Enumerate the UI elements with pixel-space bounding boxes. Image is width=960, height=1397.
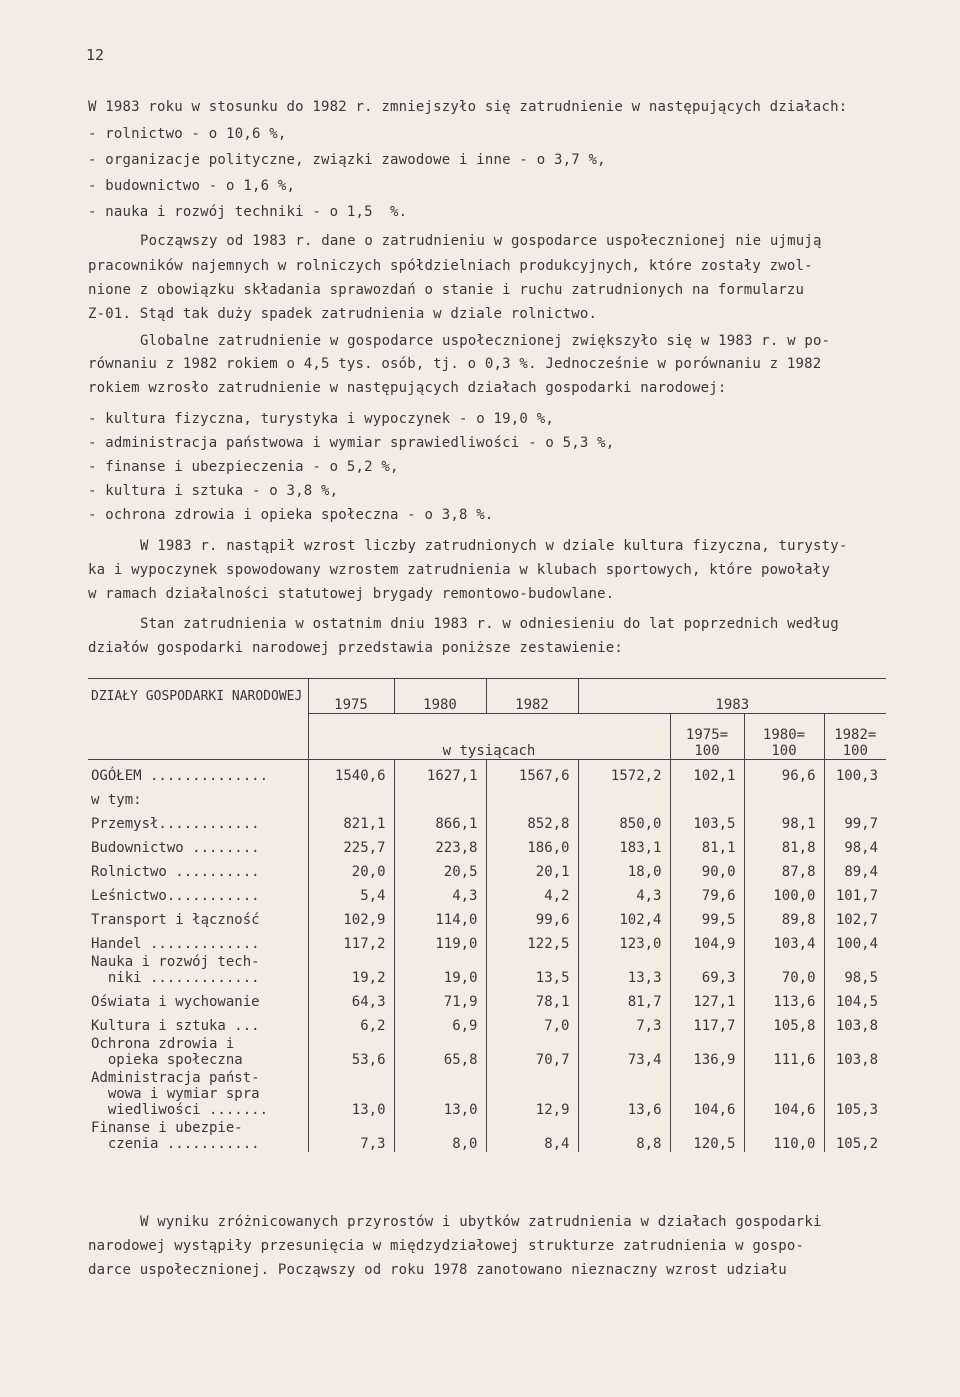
cell-value: 103,4 (744, 928, 824, 952)
cell-value: 113,6 (744, 986, 824, 1010)
para4-line-2: w ramach działalności statutowej brygady remontowo-budowlane. (88, 586, 615, 602)
cell-value: 105,3 (824, 1068, 886, 1118)
table-row (88, 986, 886, 1010)
cell-value: 65,8 (394, 1034, 486, 1068)
cell-value: 8,0 (394, 1118, 486, 1152)
para5-line-1: działów gospodarki narodowej przedstawia poniższe zestawienie: (88, 640, 623, 656)
cell-value: 120,5 (670, 1118, 744, 1152)
cell-value: 103,5 (670, 808, 744, 832)
row-label: Finanse i ubezpie- czenia ........... (91, 1120, 260, 1152)
table-stub-header: DZIAŁY GOSPODARKI NARODOWEJ (88, 679, 308, 760)
cell-value: 8,8 (578, 1118, 670, 1152)
para2-line-1: pracowników najemnych w rolniczych spółdzielniach produkcyjnych, które zostały zwol- (88, 258, 813, 274)
cell-value: 79,6 (670, 880, 744, 904)
cell-value: 96,6 (744, 760, 824, 785)
table-row (88, 1118, 886, 1152)
cell-value: 105,2 (824, 1118, 886, 1152)
cell-value: 98,1 (744, 808, 824, 832)
para4-line-0: W 1983 r. nastąpił wzrost liczby zatrudnionych w dziale kultura fizyczna, turysty- (140, 538, 848, 554)
cell-value: 852,8 (486, 808, 578, 832)
cell-value: 13,0 (308, 1068, 394, 1118)
cell-value: 186,0 (486, 832, 578, 856)
cell-value: 99,5 (670, 904, 744, 928)
cell-value: 13,0 (394, 1068, 486, 1118)
cell-value: 53,6 (308, 1034, 394, 1068)
cell-value: 78,1 (486, 986, 578, 1010)
para2-line-2: nione z obowiązku składania sprawozdań o stanie i ruchu zatrudnionych na formularzu (88, 282, 805, 298)
row-label: Handel ............. (91, 936, 260, 952)
cell-value: 104,9 (670, 928, 744, 952)
cell-value: 12,9 (486, 1068, 578, 1118)
cell-value: 104,6 (670, 1068, 744, 1118)
cell-value: 81,1 (670, 832, 744, 856)
cell-value (744, 784, 824, 808)
row-label: OGÓŁEM .............. (91, 768, 269, 784)
cell-value: 89,4 (824, 856, 886, 880)
cell-value: 6,9 (394, 1010, 486, 1034)
cell-value: 100,3 (824, 760, 886, 785)
cell-value: 81,7 (578, 986, 670, 1010)
intro-line-2: - organizacje polityczne, związki zawodowe i inne - o 3,7 %, (88, 152, 606, 168)
cell-value: 18,0 (578, 856, 670, 880)
cell-value: 19,0 (394, 952, 486, 986)
row-label: Administracja państ- wowa i wymiar spra wiedliwości ....... (91, 1070, 269, 1118)
para3-line-2: rokiem wzrosło zatrudnienie w następujących działach gospodarki narodowej: (88, 380, 727, 396)
cell-value: 20,0 (308, 856, 394, 880)
cell-value: 7,0 (486, 1010, 578, 1034)
row-label: Przemysł............ (91, 816, 260, 832)
table-row (88, 784, 886, 808)
year-header-1983: 1983 (578, 679, 886, 714)
cell-value: 71,9 (394, 986, 486, 1010)
cell-value: 87,8 (744, 856, 824, 880)
cell-value: 104,6 (744, 1068, 824, 1118)
row-label: Oświata i wychowanie (91, 994, 260, 1010)
intro-line-0: W 1983 roku w stosunku do 1982 r. zmniejszyło się zatrudnienie w następujących działach: (88, 99, 848, 115)
table-row (88, 760, 886, 785)
year-header-1975: 1975 (308, 679, 394, 714)
cell-value (670, 784, 744, 808)
cell-value: 7,3 (308, 1118, 394, 1152)
para3-line-0: Globalne zatrudnienie w gospodarce uspołecznionej zwiększyło się w 1983 r. w po- (140, 333, 831, 349)
row-label: Nauka i rozwój tech- niki ............. (91, 954, 260, 986)
row-label: w tym: (91, 792, 142, 808)
cell-value: 81,8 (744, 832, 824, 856)
table-row (88, 808, 886, 832)
employment-table (88, 678, 886, 1152)
cell-value: 73,4 (578, 1034, 670, 1068)
list2-line-1: - administracja państwowa i wymiar sprawiedliwości - o 5,3 %, (88, 435, 615, 451)
para5-line-0: Stan zatrudnienia w ostatnim dniu 1983 r. w odniesieniu do lat poprzednich według (140, 616, 839, 632)
row-label: Kultura i sztuka ... (91, 1018, 260, 1034)
cell-value: 99,6 (486, 904, 578, 928)
year-header-1982: 1982 (486, 679, 578, 714)
cell-value: 105,8 (744, 1010, 824, 1034)
para3-line-1: równaniu z 1982 rokiem o 4,5 tys. osób, tj. o 0,3 %. Jednocześnie w porównaniu z 1982 (88, 356, 822, 372)
table-row (88, 1010, 886, 1034)
cell-value: 136,9 (670, 1034, 744, 1068)
cell-value: 7,3 (578, 1010, 670, 1034)
cell-value: 102,7 (824, 904, 886, 928)
para2-line-3: Z-01. Stąd tak duży spadek zatrudnienia w dziale rolnictwo. (88, 306, 598, 322)
cell-value: 99,7 (824, 808, 886, 832)
cell-value (308, 784, 394, 808)
index-header-1982: 1982= 100 (824, 713, 886, 759)
table-row (88, 1034, 886, 1068)
para6-line-2: darce uspołecznionej. Począwszy od roku 1978 zanotowano nieznaczny wzrost udziału (88, 1262, 787, 1278)
cell-value: 102,4 (578, 904, 670, 928)
table-row (88, 952, 886, 986)
intro-line-1: - rolnictwo - o 10,6 %, (88, 126, 287, 142)
cell-value: 223,8 (394, 832, 486, 856)
list2-line-3: - kultura i sztuka - o 3,8 %, (88, 483, 339, 499)
unit-header: w tysiącach (308, 713, 670, 759)
list2-line-0: - kultura fizyczna, turystyka i wypoczynek - o 19,0 %, (88, 411, 554, 427)
row-label: Ochrona zdrowia i opieka społeczna (91, 1036, 243, 1068)
cell-value: 13,5 (486, 952, 578, 986)
cell-value: 102,9 (308, 904, 394, 928)
cell-value: 90,0 (670, 856, 744, 880)
cell-value: 850,0 (578, 808, 670, 832)
cell-value: 4,2 (486, 880, 578, 904)
cell-value: 111,6 (744, 1034, 824, 1068)
cell-value: 70,0 (744, 952, 824, 986)
year-header-1980: 1980 (394, 679, 486, 714)
cell-value: 103,8 (824, 1010, 886, 1034)
row-label: Leśnictwo........... (91, 888, 260, 904)
cell-value: 103,8 (824, 1034, 886, 1068)
cell-value: 70,7 (486, 1034, 578, 1068)
cell-value: 101,7 (824, 880, 886, 904)
cell-value: 183,1 (578, 832, 670, 856)
table-body (88, 760, 886, 1153)
cell-value: 13,6 (578, 1068, 670, 1118)
row-label: Rolnictwo .......... (91, 864, 260, 880)
cell-value: 225,7 (308, 832, 394, 856)
row-label: Transport i łączność (91, 912, 260, 928)
cell-value: 866,1 (394, 808, 486, 832)
table-row (88, 880, 886, 904)
cell-value: 89,8 (744, 904, 824, 928)
list2-line-2: - finanse i ubezpieczenia - o 5,2 %, (88, 459, 399, 475)
cell-value: 69,3 (670, 952, 744, 986)
para2-line-0: Począwszy od 1983 r. dane o zatrudnieniu w gospodarce uspołecznionej nie ujmują (140, 233, 822, 249)
cell-value: 5,4 (308, 880, 394, 904)
cell-value: 8,4 (486, 1118, 578, 1152)
cell-value: 127,1 (670, 986, 744, 1010)
intro-line-4: - nauka i rozwój techniki - o 1,5 %. (88, 204, 408, 220)
cell-value (578, 784, 670, 808)
cell-value: 122,5 (486, 928, 578, 952)
cell-value: 100,4 (824, 928, 886, 952)
table-row (88, 904, 886, 928)
index-header-1980: 1980= 100 (744, 713, 824, 759)
cell-value (486, 784, 578, 808)
index-header-1975: 1975= 100 (670, 713, 744, 759)
cell-value: 4,3 (578, 880, 670, 904)
cell-value: 1627,1 (394, 760, 486, 785)
cell-value: 6,2 (308, 1010, 394, 1034)
cell-value: 98,5 (824, 952, 886, 986)
cell-value (394, 784, 486, 808)
para4-line-1: ka i wypoczynek spowodowany wzrostem zatrudnienia w klubach sportowych, które powołały (88, 562, 831, 578)
row-label: Budownictwo ........ (91, 840, 260, 856)
cell-value: 20,1 (486, 856, 578, 880)
table-row (88, 856, 886, 880)
cell-value: 98,4 (824, 832, 886, 856)
cell-value: 102,1 (670, 760, 744, 785)
cell-value: 1540,6 (308, 760, 394, 785)
cell-value: 117,7 (670, 1010, 744, 1034)
cell-value: 1572,2 (578, 760, 670, 785)
list2-line-4: - ochrona zdrowia i opieka społeczna - o 3,8 %. (88, 507, 494, 523)
cell-value: 100,0 (744, 880, 824, 904)
table-row (88, 928, 886, 952)
cell-value: 13,3 (578, 952, 670, 986)
cell-value: 117,2 (308, 928, 394, 952)
cell-value: 821,1 (308, 808, 394, 832)
cell-value (824, 784, 886, 808)
cell-value: 119,0 (394, 928, 486, 952)
cell-value: 104,5 (824, 986, 886, 1010)
cell-value: 19,2 (308, 952, 394, 986)
para6-line-1: narodowej wystąpiły przesunięcia w międzydziałowej strukturze zatrudnienia w gospo- (88, 1238, 805, 1254)
cell-value: 64,3 (308, 986, 394, 1010)
cell-value: 110,0 (744, 1118, 824, 1152)
cell-value: 1567,6 (486, 760, 578, 785)
cell-value: 123,0 (578, 928, 670, 952)
page-number: 12 (86, 46, 105, 64)
table-row (88, 1068, 886, 1118)
para6-line-0: W wyniku zróżnicowanych przyrostów i ubytków zatrudnienia w działach gospodarki (140, 1214, 822, 1230)
cell-value: 20,5 (394, 856, 486, 880)
cell-value: 4,3 (394, 880, 486, 904)
cell-value: 114,0 (394, 904, 486, 928)
intro-line-3: - budownictwo - o 1,6 %, (88, 178, 296, 194)
table-row (88, 832, 886, 856)
